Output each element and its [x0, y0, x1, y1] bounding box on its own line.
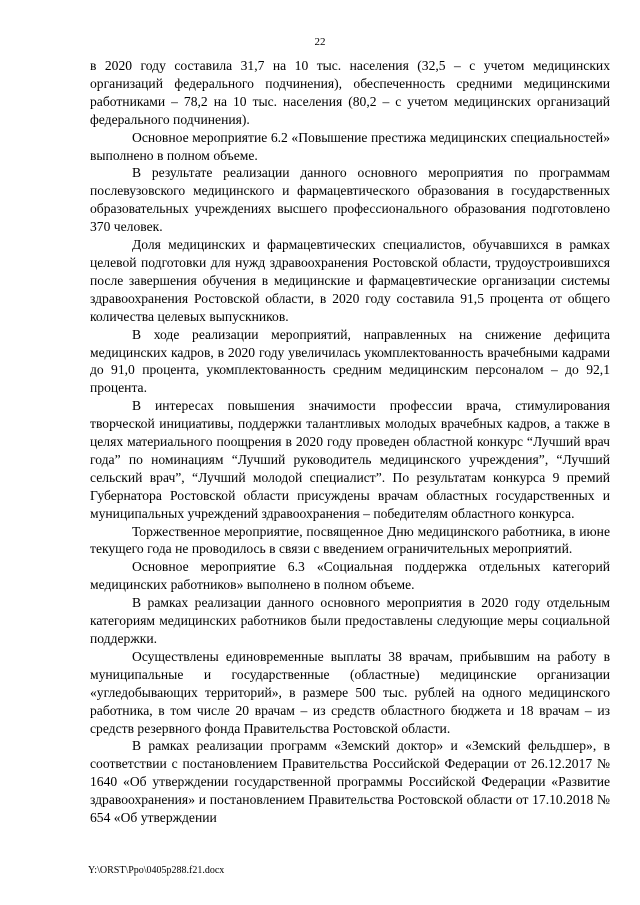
paragraph-best-doctor-contest: В интересах повышения значимости профессии врача, стимулирования творческой инициативы, поддержки талантливых молодых врачебных кадров, а также в целях материального поощрения в 2020 году проведен областной конкурс “Лучший врач года” по номинациям “Лучший руководитель медицинского учреждения”, “Лучший сельский врач”, “Лучший молодой специалист”. По результатам конкурса 9 премий Губернатора Ростовской области присуждены врачам областных государственных и муниципальных учреждений здравоохранения – победителям областного конкурса.: [90, 398, 610, 521]
paragraph-event-6-3: Основное мероприятие 6.3 «Социальная поддержка отдельных категорий медицинских работников» выполнено в полном объеме.: [90, 559, 610, 593]
paragraph-one-time-payments: Осуществлены единовременные выплаты 38 врачам, прибывшим на работу в муниципальные и государственные (областные) медицинские организации «угледобывающих территорий», в размере 500 тыс. рублей на одного медицинского работника, в том числе 20 врачам – из средств областного бюджета и 18 врачам – из средств резервного фонда Правительства Ростовской области.: [90, 648, 610, 736]
paragraph-staffing-levels: В ходе реализации мероприятий, направленных на снижение дефицита медицинских кадров, в 2020 году увеличилась укомплектованность врачебными кадрами до 91,0 процента, укомплектованность средним медицинским персоналом – до 92,1 процента.: [90, 326, 610, 396]
page-number: 22: [314, 36, 326, 48]
paragraph-medical-worker-day: Торжественное мероприятие, посвященное Дню медицинского работника, в июне текущего года не проводилось в связи с введением ограничительных мероприятий.: [90, 523, 610, 557]
file-path-footer: Y:\ORST\Ppo\0405p288.f21.docx: [88, 865, 225, 876]
paragraph-zemsky-doctor: В рамках реализации программ «Земский доктор» и «Земский фельдшер», в соответствии с постановлением Правительства Российской Федерации от 26.12.2017 № 1640 «Об утверждении государственной программы Российской Федерации «Развитие здравоохранения» и постановлением Правительства Ростовской области от 17.10.2018 № 654 «Об утверждении: [90, 738, 610, 826]
paragraph-event-6-2: Основное мероприятие 6.2 «Повышение престижа медицинских специальностей» выполнено в полном объеме.: [90, 129, 610, 163]
paragraph-continuation: в 2020 году составила 31,7 на 10 тыс. населения (32,5 – с учетом медицинских организаций федерального подчинения), обеспеченность средними медицинскими работниками – 78,2 на 10 тыс. населения (80,2 – с учетом медицинских организаций федерального подчинения).: [90, 58, 610, 127]
paragraph-social-support: В рамках реализации данного основного мероприятия в 2020 году отдельным категориям медицинских работников были предоставлены следующие меры социальной поддержки.: [90, 595, 610, 646]
paragraph-postgraduate-training: В результате реализации данного основного мероприятия по программам послевузовского медицинского и фармацевтического образования в государственных образовательных учреждениях высшего профессионального образования подготовлено 370 человек.: [90, 165, 610, 235]
document-body: [90, 57, 610, 827]
paragraph-target-training-share: Доля медицинских и фармацевтических специалистов, обучавшихся в рамках целевой подготовки для нужд здравоохранения Ростовской области, трудоустроившихся после завершения обучения в медицинские и фармацевтические организации системы здравоохранения Ростовской области, в 2020 году составила 91,5 процента от общего количества целевых выпускников.: [90, 237, 610, 324]
